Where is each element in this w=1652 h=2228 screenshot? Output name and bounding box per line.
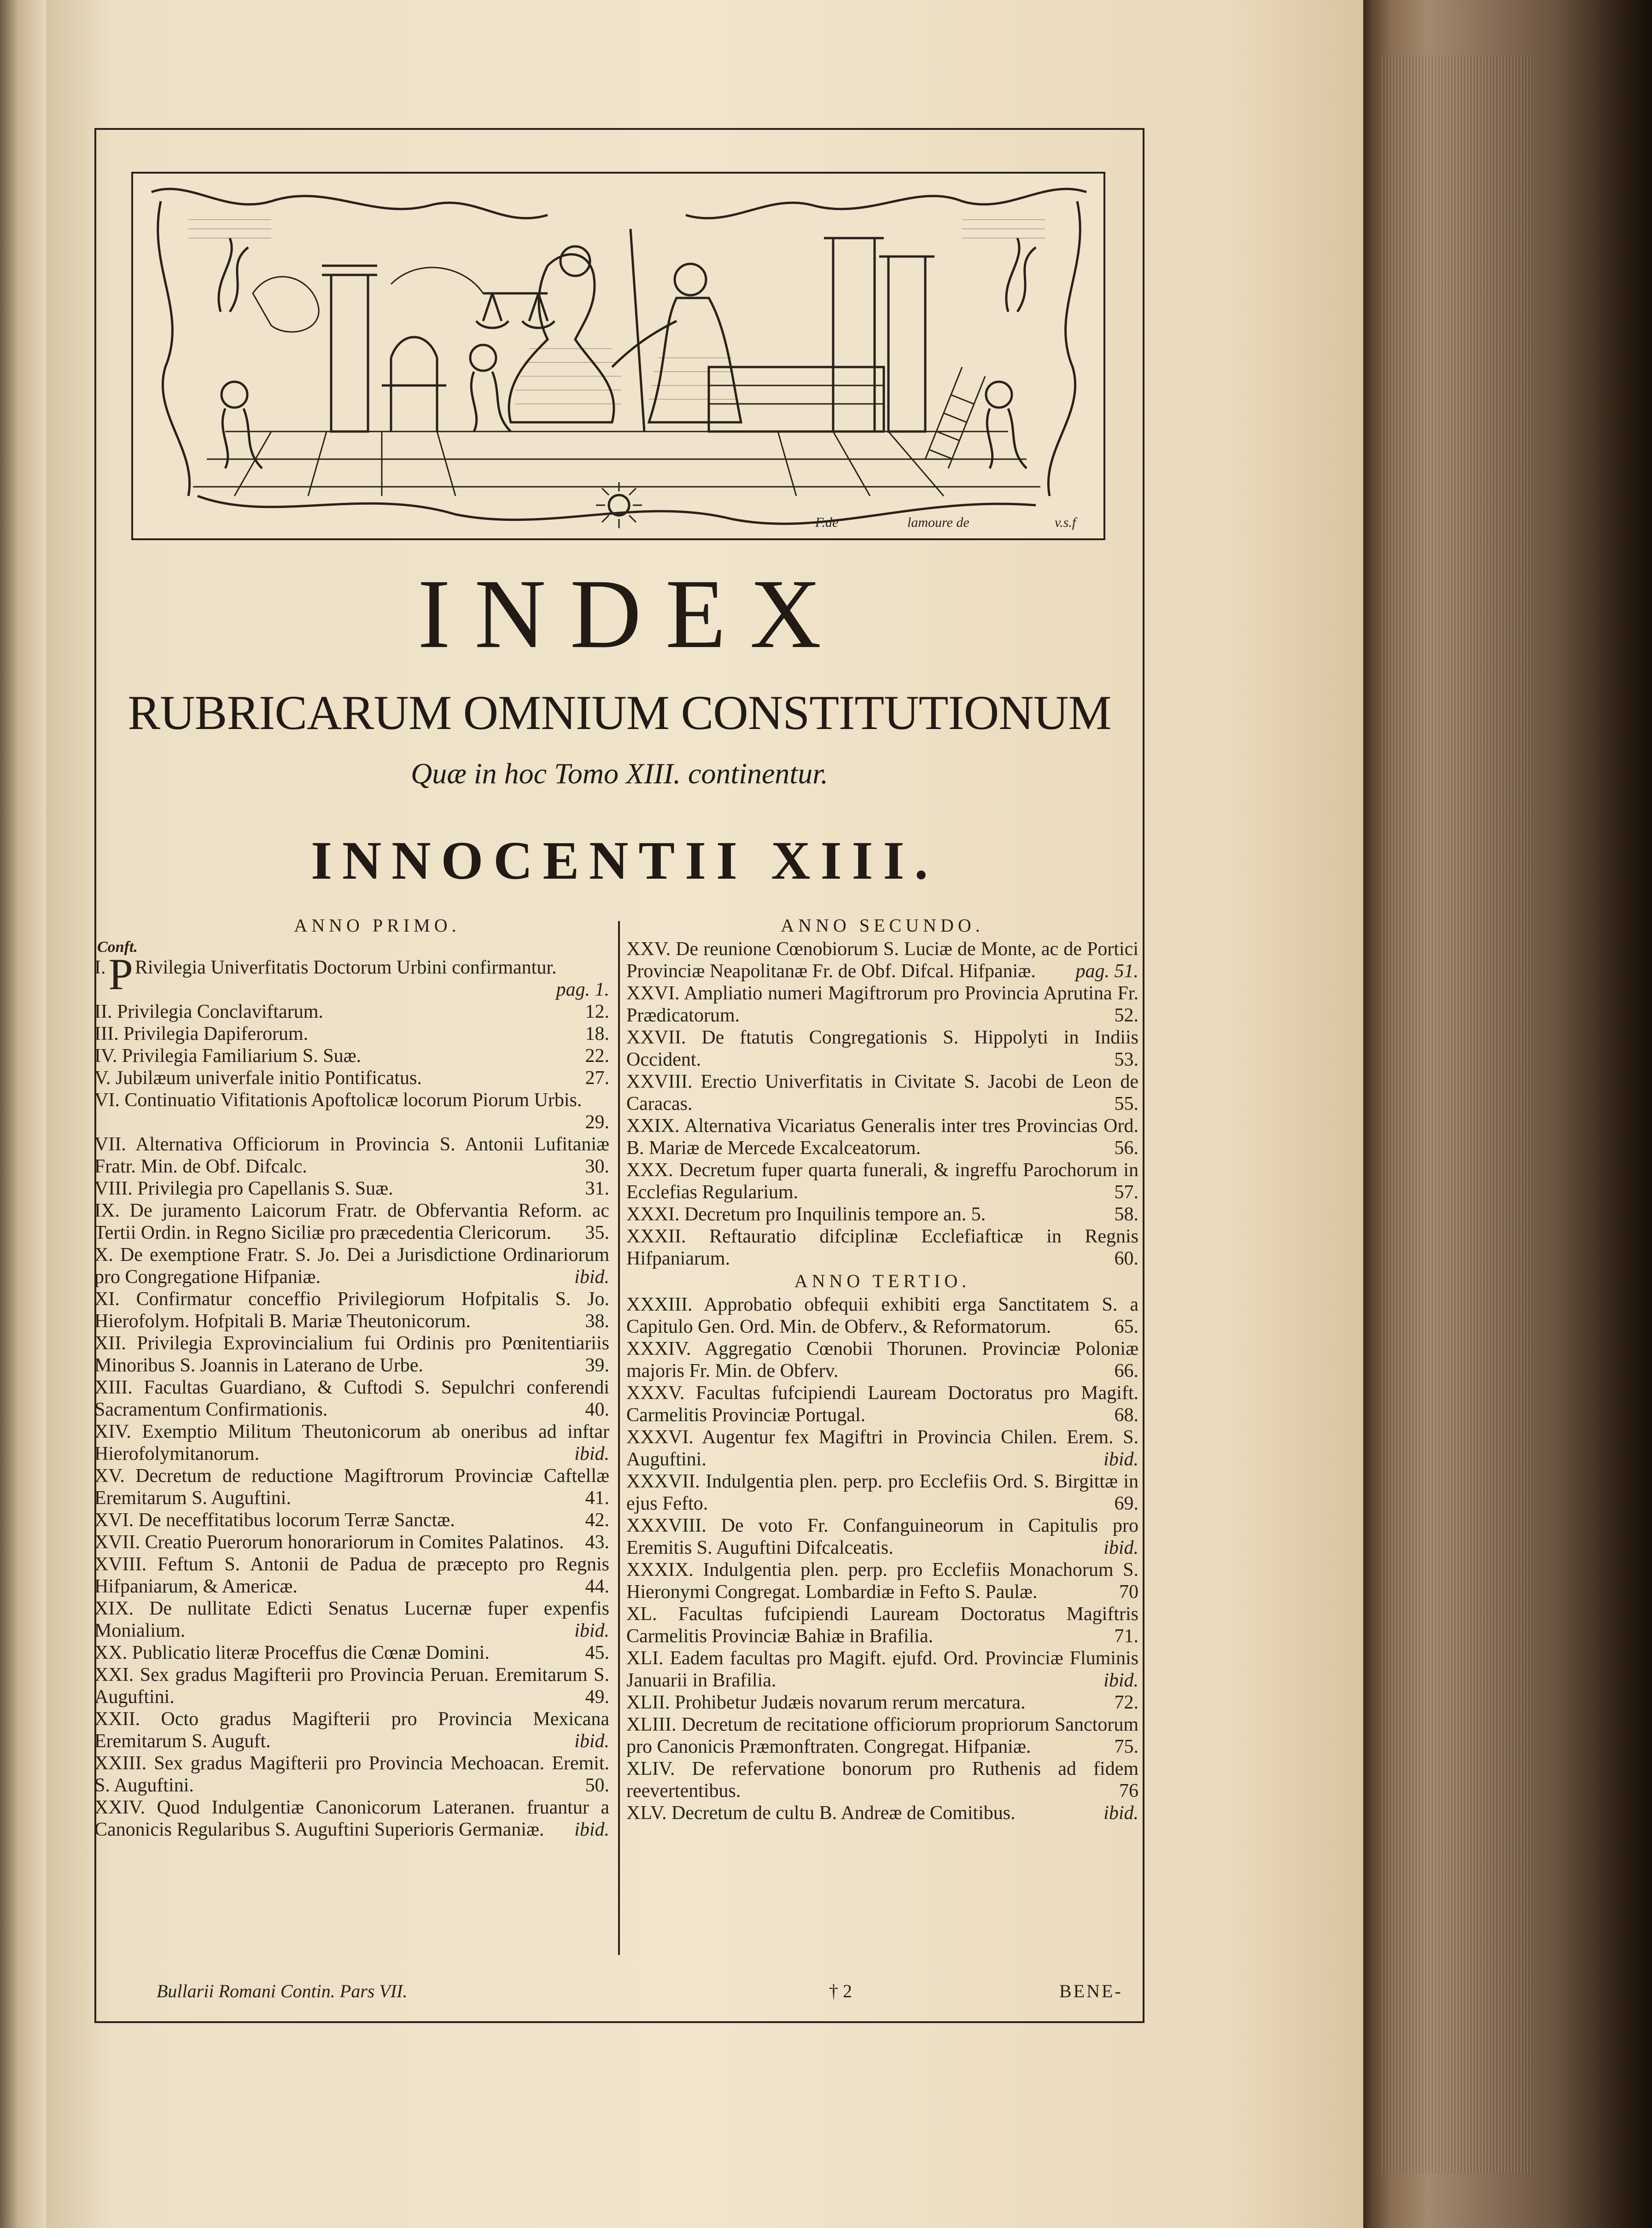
entry-page-number: 18. xyxy=(585,1023,609,1044)
index-entry xyxy=(626,1647,1138,1691)
entry-page-number: 57. xyxy=(1114,1182,1138,1203)
facing-page-edge xyxy=(0,0,46,2228)
entry-text: XXIII. Sex gradus Magifterii pro Provincia Mechoacan. Eremit. S. Auguftini. xyxy=(94,1753,609,1796)
entry-text: XXXIX. Indulgentia plen. perp. pro Ecclefiis Monachorum S. Hieronymi Congregat. Lombardiæ in Fefto S. Paulæ. xyxy=(626,1559,1138,1603)
entry-text: XLII. Prohibetur Judæis novarum rerum mercatura. xyxy=(626,1692,1026,1713)
index-entry xyxy=(94,1465,609,1509)
index-entry xyxy=(94,1200,609,1244)
index-entry xyxy=(626,1691,1138,1714)
entry-page-number: ibid. xyxy=(1103,1537,1138,1558)
index-entry xyxy=(94,1067,609,1089)
constitution-label: Conft. xyxy=(97,939,138,956)
entry-page-number: 22. xyxy=(585,1045,609,1067)
index-entry xyxy=(94,1001,609,1023)
entry-number: I. xyxy=(94,957,106,978)
index-entry xyxy=(94,1708,609,1752)
entry-page-number: 76 xyxy=(1119,1780,1138,1802)
entry-text: XLI. Eadem facultas pro Magift. ejufd. Ord. Provinciæ Fluminis Januarii in Brafilia. xyxy=(626,1648,1138,1691)
index-entry xyxy=(626,1338,1138,1382)
entry-page-number: 39. xyxy=(585,1355,609,1376)
right-entry-list-2 xyxy=(626,1294,1138,1824)
entry-page-number: 49. xyxy=(585,1686,609,1708)
entry-page-number: 45. xyxy=(585,1642,609,1663)
entry-text: XXXIV. Aggregatio Cœnobii Thorunen. Provinciæ Poloniæ majoris Fr. Min. de Obferv. xyxy=(626,1338,1138,1382)
index-entry xyxy=(94,1376,609,1421)
entry-text: XXI. Sex gradus Magifterii pro Provincia Peruan. Eremitarum S. Auguftini. xyxy=(94,1664,609,1708)
entry-page-number: 71. xyxy=(1114,1626,1138,1647)
left-entry-list xyxy=(94,950,609,1841)
entry-text: V. Jubilæum univerfale initio Pontificatus. xyxy=(94,1067,422,1089)
entry-text: XLIII. Decretum de recitatione officiorum propriorum Sanctorum pro Canonicis Præmonftraten. Congregat. Hifpaniæ. xyxy=(626,1714,1138,1757)
entry-page-number: 66. xyxy=(1114,1360,1138,1382)
vignette-illustration xyxy=(133,174,1103,538)
entry-text: XVI. De neceffitatibus locorum Terræ Sanctæ. xyxy=(94,1510,455,1531)
entry-text: XXIV. Quod Indulgentiæ Canonicorum Lateranen. fruantur a Canonicis Regularibus S. Auguftini Superioris Germaniæ. xyxy=(94,1797,609,1840)
entry-page-number: pag. 1. xyxy=(556,979,609,1000)
entry-page-number: ibid. xyxy=(1103,1802,1138,1824)
index-entry xyxy=(626,1603,1138,1647)
drop-cap: P xyxy=(108,950,133,999)
entry-text: XV. Decretum de reductione Magiftrorum Provinciæ Caftellæ Eremitarum S. Auguftini. xyxy=(94,1465,609,1509)
entry-page-number: 31. xyxy=(585,1178,609,1199)
entry-text: XVII. Creatio Puerorum honorariorum in Comites Palatinos. xyxy=(94,1532,564,1553)
index-entry xyxy=(94,1089,609,1133)
index-entry xyxy=(626,982,1138,1027)
index-entry xyxy=(626,1027,1138,1071)
section-heading-anno-primo: ANNO PRIMO. xyxy=(294,915,461,936)
entry-page-number: 70 xyxy=(1119,1581,1138,1603)
index-entry xyxy=(626,938,1138,982)
index-entry xyxy=(94,1509,609,1531)
entry-text: XIII. Facultas Guardiano, & Cuftodi S. Sepulchri conferendi Sacramentum Confirmationis. xyxy=(94,1377,609,1420)
pope-heading: INNOCENTII XIII. xyxy=(311,830,938,891)
index-entry xyxy=(626,1203,1138,1225)
entry-text: XXVIII. Erectio Univerfitatis in Civitate S. Jacobi de Leon de Caracas. xyxy=(626,1071,1138,1114)
index-entry xyxy=(626,1802,1138,1824)
index-entry xyxy=(94,950,609,1001)
entry-page-number: 72. xyxy=(1114,1692,1138,1713)
column-divider xyxy=(618,921,620,1955)
index-entry xyxy=(94,1045,609,1067)
entry-page-number: 50. xyxy=(585,1775,609,1796)
entry-page-number: ibid. xyxy=(1103,1670,1138,1691)
index-entry xyxy=(626,1294,1138,1338)
entry-page-number: 43. xyxy=(585,1532,609,1553)
entry-page-number: 52. xyxy=(1114,1005,1138,1026)
index-entry xyxy=(626,1714,1138,1758)
entry-text: IX. De juramento Laicorum Fratr. de Obfervantia Reform. ac Tertii Ordin. in Regno Siciliæ pro præcedentia Clericorum. xyxy=(94,1200,609,1243)
entry-text: XIX. De nullitate Edicti Senatus Lucernæ fuper expenfis Monialium. xyxy=(94,1598,609,1641)
index-entry xyxy=(94,1598,609,1642)
entry-text: XXVII. De ftatutis Congregationis S. Hippolyti in Indiis Occident. xyxy=(626,1027,1138,1070)
entry-page-number: 40. xyxy=(585,1399,609,1420)
entry-page-number: 30. xyxy=(585,1156,609,1177)
entry-page-number: 69. xyxy=(1114,1493,1138,1514)
entry-page-number: 65. xyxy=(1114,1316,1138,1337)
entry-page-number: ibid. xyxy=(574,1620,609,1641)
index-entry xyxy=(94,1178,609,1200)
entry-text: Rivilegia Univerfitatis Doctorum Urbini confirmantur. xyxy=(134,957,557,978)
index-entry xyxy=(626,1470,1138,1515)
index-entry xyxy=(94,1531,609,1553)
page-title: INDEX xyxy=(417,559,846,669)
engraver-credit-right: lamoure de xyxy=(907,515,969,530)
footer-running-title: Bullarii Romani Contin. Pars VII. xyxy=(157,1981,408,2001)
entry-page-number: 42. xyxy=(585,1510,609,1531)
index-entry xyxy=(626,1426,1138,1470)
page-subtitle: RUBRICARUM OMNIUM CONSTITUTIONUM xyxy=(128,686,1111,740)
entry-text: XLV. Decretum de cultu B. Andreæ de Comitibus. xyxy=(626,1802,1016,1824)
entry-text: III. Privilegia Dapiferorum. xyxy=(94,1023,309,1044)
entry-text: VII. Alternativa Officiorum in Provincia S. Antonii Lufitaniæ Fratr. Min. de Obf. Difcalc. xyxy=(94,1134,609,1177)
right-entry-list-1 xyxy=(626,938,1138,1270)
entry-text: XX. Publicatio literæ Proceffus die Cœnæ Domini. xyxy=(94,1642,490,1663)
entry-page-number: 75. xyxy=(1114,1736,1138,1757)
entry-page-number: 56. xyxy=(1114,1137,1138,1159)
contents-line: Quæ in hoc Tomo XIII. continentur. xyxy=(410,757,829,790)
index-entry xyxy=(94,1023,609,1045)
entry-page-number: ibid. xyxy=(574,1443,609,1464)
entry-page-number: 35. xyxy=(585,1222,609,1243)
left-column xyxy=(94,914,609,1841)
entry-page-number: ibid. xyxy=(574,1266,609,1288)
entry-text: XXII. Octo gradus Magifterii pro Provincia Mexicana Eremitarum S. Auguft. xyxy=(94,1709,609,1752)
entry-page-number: 38. xyxy=(585,1311,609,1332)
entry-text: XXV. De reunione Cœnobiorum S. Luciæ de Monte, ac de Portici Provinciæ Neapolitanæ Fr. de Obf. Difcal. Hifpaniæ. xyxy=(626,939,1138,982)
index-entry xyxy=(626,1071,1138,1115)
entry-text: X. De exemptione Fratr. S. Jo. Dei a Jurisdictione Ordinariorum pro Congregatione Hifpaniæ. xyxy=(94,1244,609,1288)
entry-text: XI. Confirmatur conceffio Privilegiorum Hofpitalis S. Jo. Hierofolym. Hofpitali B. Mariæ Theutonicorum. xyxy=(94,1289,609,1332)
index-entry xyxy=(94,1288,609,1332)
entry-page-number: 58. xyxy=(1114,1204,1138,1225)
footer-catchword: BENE- xyxy=(1059,1981,1123,2001)
entry-text: XIV. Exemptio Militum Theutonicorum ab oneribus ad inftar Hierofolymitanorum. xyxy=(94,1421,609,1464)
index-entry xyxy=(94,1133,609,1178)
entry-text: XII. Privilegia Exprovincialium fui Ordinis pro Pœnitentiariis Minoribus S. Joannis in Laterano de Urbe. xyxy=(94,1333,609,1376)
index-entry xyxy=(94,1796,609,1841)
entry-text: VIII. Privilegia pro Capellanis S. Suæ. xyxy=(94,1178,393,1199)
index-entry xyxy=(626,1159,1138,1203)
index-entry xyxy=(94,1332,609,1376)
entry-text: XVIII. Feftum S. Antonii de Padua de præcepto pro Regnis Hifpaniarum, & Americæ. xyxy=(94,1554,609,1597)
entry-page-number: pag. 51. xyxy=(1075,961,1138,982)
right-column xyxy=(626,914,1138,1824)
index-entry xyxy=(626,1559,1138,1603)
footer-signature-mark: † 2 xyxy=(829,1981,852,2001)
entry-page-number: 29. xyxy=(585,1112,609,1133)
section-heading-anno-secundo: ANNO SECUNDO. xyxy=(781,915,984,936)
book-fore-edge xyxy=(1363,0,1652,2228)
index-entry xyxy=(94,1642,609,1664)
index-entry xyxy=(626,1115,1138,1159)
entry-page-number: 55. xyxy=(1114,1093,1138,1114)
entry-page-number: 27. xyxy=(585,1067,609,1089)
entry-text: VI. Continuatio Vifitationis Apoftolicæ locorum Piorum Urbis. xyxy=(94,1090,582,1111)
entry-page-number: ibid. xyxy=(1103,1449,1138,1470)
entry-text: XXXI. Decretum pro Inquilinis tempore an. 5. xyxy=(626,1204,986,1225)
engraved-headpiece-vignette xyxy=(131,172,1105,540)
index-entry xyxy=(626,1515,1138,1559)
index-entry xyxy=(94,1553,609,1598)
entry-text: II. Privilegia Conclaviftarum. xyxy=(94,1001,323,1022)
entry-text: XXXV. Facultas fufcipiendi Lauream Doctoratus pro Magift. Carmelitis Provinciæ Portugal. xyxy=(626,1382,1138,1426)
section-heading-anno-tertio: ANNO TERTIO. xyxy=(794,1271,971,1291)
index-entry xyxy=(94,1752,609,1796)
entry-page-number: 41. xyxy=(585,1487,609,1509)
index-entry xyxy=(94,1244,609,1288)
engraver-credit-left: F.de xyxy=(815,515,839,530)
entry-page-number: ibid. xyxy=(574,1731,609,1752)
entry-text: XXIX. Alternativa Vicariatus Generalis inter tres Provincias Ord. B. Mariæ de Mercede Excalceatorum. xyxy=(626,1115,1138,1159)
entry-text: XXXIII. Approbatio obfequii exhibiti erga Sanctitatem S. a Capitulo Gen. Ord. Min. de Obferv., & Reformatorum. xyxy=(626,1294,1138,1337)
entry-text: XLIV. De refervatione bonorum pro Ruthenis ad fidem reevertentibus. xyxy=(626,1758,1138,1802)
entry-page-number: 60. xyxy=(1114,1248,1138,1269)
entry-text: XXXVIII. De voto Fr. Confanguineorum in Capitulis pro Eremitis S. Auguftini Difcalceatis. xyxy=(626,1515,1138,1558)
entry-text: XXXII. Reftauratio difciplinæ Ecclefiafticæ in Regnis Hifpaniarum. xyxy=(626,1226,1138,1269)
index-entry xyxy=(94,1421,609,1465)
engraver-credit-sculpsit: v.s.f xyxy=(1055,515,1076,530)
entry-page-number: 44. xyxy=(585,1576,609,1597)
entry-text: XXXVII. Indulgentia plen. perp. pro Ecclefiis Ord. S. Birgittæ in ejus Fefto. xyxy=(626,1471,1138,1514)
entry-page-number: 12. xyxy=(585,1001,609,1022)
entry-page-number: 68. xyxy=(1114,1405,1138,1426)
entry-page-number: ibid. xyxy=(574,1819,609,1840)
entry-text: XXXVI. Augentur fex Magiftri in Provincia Chilen. Erem. S. Auguftini. xyxy=(626,1427,1138,1470)
entry-page-number: 53. xyxy=(1114,1049,1138,1070)
index-entry xyxy=(626,1225,1138,1270)
index-entry xyxy=(94,1664,609,1708)
entry-text: XXX. Decretum fuper quarta funerali, & ingreffu Parochorum in Ecclefias Regularium. xyxy=(626,1160,1138,1203)
entry-text: XXVI. Ampliatio numeri Magiftrorum pro Provincia Aprutina Fr. Prædicatorum. xyxy=(626,983,1138,1026)
entry-text: XL. Facultas fufcipiendi Lauream Doctoratus Magiftris Carmelitis Provinciæ Bahiæ in Brafilia. xyxy=(626,1604,1138,1647)
entry-text: IV. Privilegia Familiarium S. Suæ. xyxy=(94,1045,362,1067)
index-entry xyxy=(626,1758,1138,1802)
index-entry xyxy=(626,1382,1138,1426)
